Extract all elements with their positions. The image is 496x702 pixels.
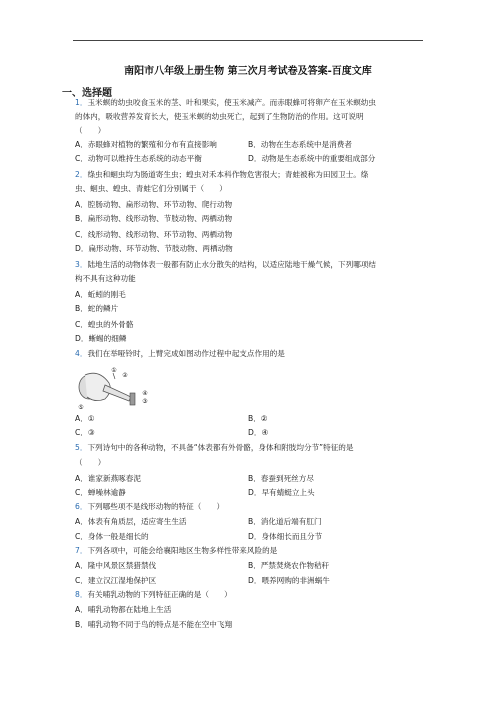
q6-option-d: D．身体细长而且分节 (248, 532, 323, 541)
q3-option-a: A．蚯蚓的刚毛 (75, 290, 126, 299)
question-2-line-1: 2．绦虫和蛔虫均为肠道寄生虫；蝗虫对禾本科作物危害很大；青蛙被称为田园卫士。绦 (75, 170, 369, 179)
q5-option-b: B．春蚕到死丝方尽 (248, 474, 314, 483)
q4-option-d: D．④ (248, 428, 269, 437)
question-5-line-1: 5．下列诗句中的各种动物，不具备“体表都有外骨骼，身体和附肢均分节”特征的是 (75, 443, 354, 452)
q6-option-a: A．体表有角质层，适应寄生生活 (75, 517, 187, 526)
question-number: 8． (75, 590, 88, 599)
question-4-line-1: 4．我们在举哑铃时，上臂完成如图动作过程中起支点作用的是 (75, 349, 285, 358)
section-heading: 一、选择题 (62, 88, 112, 99)
figure-label-4: ④ (142, 390, 148, 397)
question-2-line-2: 虫、蛔虫、蝗虫、青蛙它们分别属于（ ） (75, 184, 227, 193)
figure-label-3: ③ (142, 398, 148, 405)
q3-option-c: C．蝗虫的外骨骼 (75, 320, 134, 329)
question-3-line-1: 3．陆地生活的动物体表一般都有防止水分散失的结构，以适应陆地干燥气候，下列哪项结 (75, 260, 376, 269)
q5-option-c: C．蝉噪林逾静 (75, 488, 126, 497)
question-number: 2． (75, 170, 88, 179)
q7-option-a: A．隆中风景区禁猎禁伐 (75, 561, 157, 570)
figure-label-1: ① (111, 367, 117, 374)
question-6-line-1: 6．下列哪些项不是线形动物的特征（ ） (75, 502, 225, 511)
q8-option-b: B．哺乳动物不同于鸟的特点是不能在空中飞翔 (75, 620, 233, 629)
arm-dumbbell-figure (75, 363, 155, 413)
q6-option-c: C．身体一般是细长的 (75, 532, 149, 541)
question-1-line-1: 1．玉米螟的幼虫咬食玉米的茎、叶和果实，使玉米减产。而赤眼蜂可将卵产在玉米螟幼虫 (75, 98, 376, 107)
q1-option-b: B．动物在生态系统中是消费者 (248, 140, 352, 149)
question-number: 4． (75, 349, 88, 358)
q7-option-b: B．严禁焚烧农作物秸秆 (248, 561, 330, 570)
question-number: 1． (75, 98, 88, 107)
question-number: 3． (75, 260, 88, 269)
question-7-line-1: 7．下列各项中，可能会给襄阳地区生物多样性带来风险的是 (75, 546, 278, 555)
figure-label-5: ⑤ (78, 404, 84, 411)
dumbbell-shape (130, 393, 135, 405)
question-number: 7． (75, 546, 88, 555)
question-5-line-2: （ ） (75, 458, 106, 467)
q2-option-d: D．扁形动物、环节动物、节肢动物、两栖动物 (75, 244, 233, 253)
question-number: 5． (75, 443, 88, 452)
q2-option-c: C．线形动物、线形动物、环节动物、两栖动物 (75, 230, 233, 239)
question-3-line-2: 构不具有这种功能 (75, 274, 136, 283)
q3-option-b: B．蛇的鳞片 (75, 304, 119, 313)
question-number: 6． (75, 502, 88, 511)
q4-option-b: B．② (248, 414, 268, 423)
question-1-line-2: 的体内，吸收营养发育长大，使玉米螟的幼虫死亡，起到了生物防治的作用。这可说明 (75, 112, 364, 121)
q1-option-a: A．赤眼蜂对植物的繁殖和分布有直接影响 (75, 140, 217, 149)
q3-option-d: D．蜥蜴的细鳞 (75, 334, 127, 343)
question-1-line-3: （ ） (75, 126, 106, 135)
figure-label-2: ② (122, 372, 128, 379)
q5-option-a: A．谁家新燕啄春泥 (75, 474, 141, 483)
q7-option-d: D．喂养网购的非洲蜗牛 (248, 576, 330, 585)
q4-option-c: C．③ (75, 428, 95, 437)
forearm-shape (103, 385, 131, 401)
q7-option-c: C．建立汉江湿地保护区 (75, 576, 157, 585)
q1-option-c: C．动物可以维持生态系统的动态平衡 (75, 154, 202, 163)
q6-option-b: B．消化道后端有肛门 (248, 517, 322, 526)
question-8-line-1: 8．有关哺乳动物的下列特征正确的是（ ） (75, 590, 232, 599)
q5-option-d: D．早有蜻蜓立上头 (248, 488, 315, 497)
q4-option-a: A．① (75, 414, 95, 423)
document-title: 南阳市八年级上册生物 第三次月考试卷及答案-百度文库 (124, 66, 372, 77)
q8-option-a: A．哺乳动物都在陆地上生活 (75, 605, 172, 614)
header-rule (73, 40, 423, 41)
q2-option-b: B．扁形动物、线形动物、节肢动物、两栖动物 (75, 214, 233, 223)
q2-option-a: A．腔肠动物、扁形动物、环节动物、爬行动物 (75, 200, 233, 209)
q1-option-d: D．动物是生态系统中的重要组成部分 (248, 154, 376, 163)
